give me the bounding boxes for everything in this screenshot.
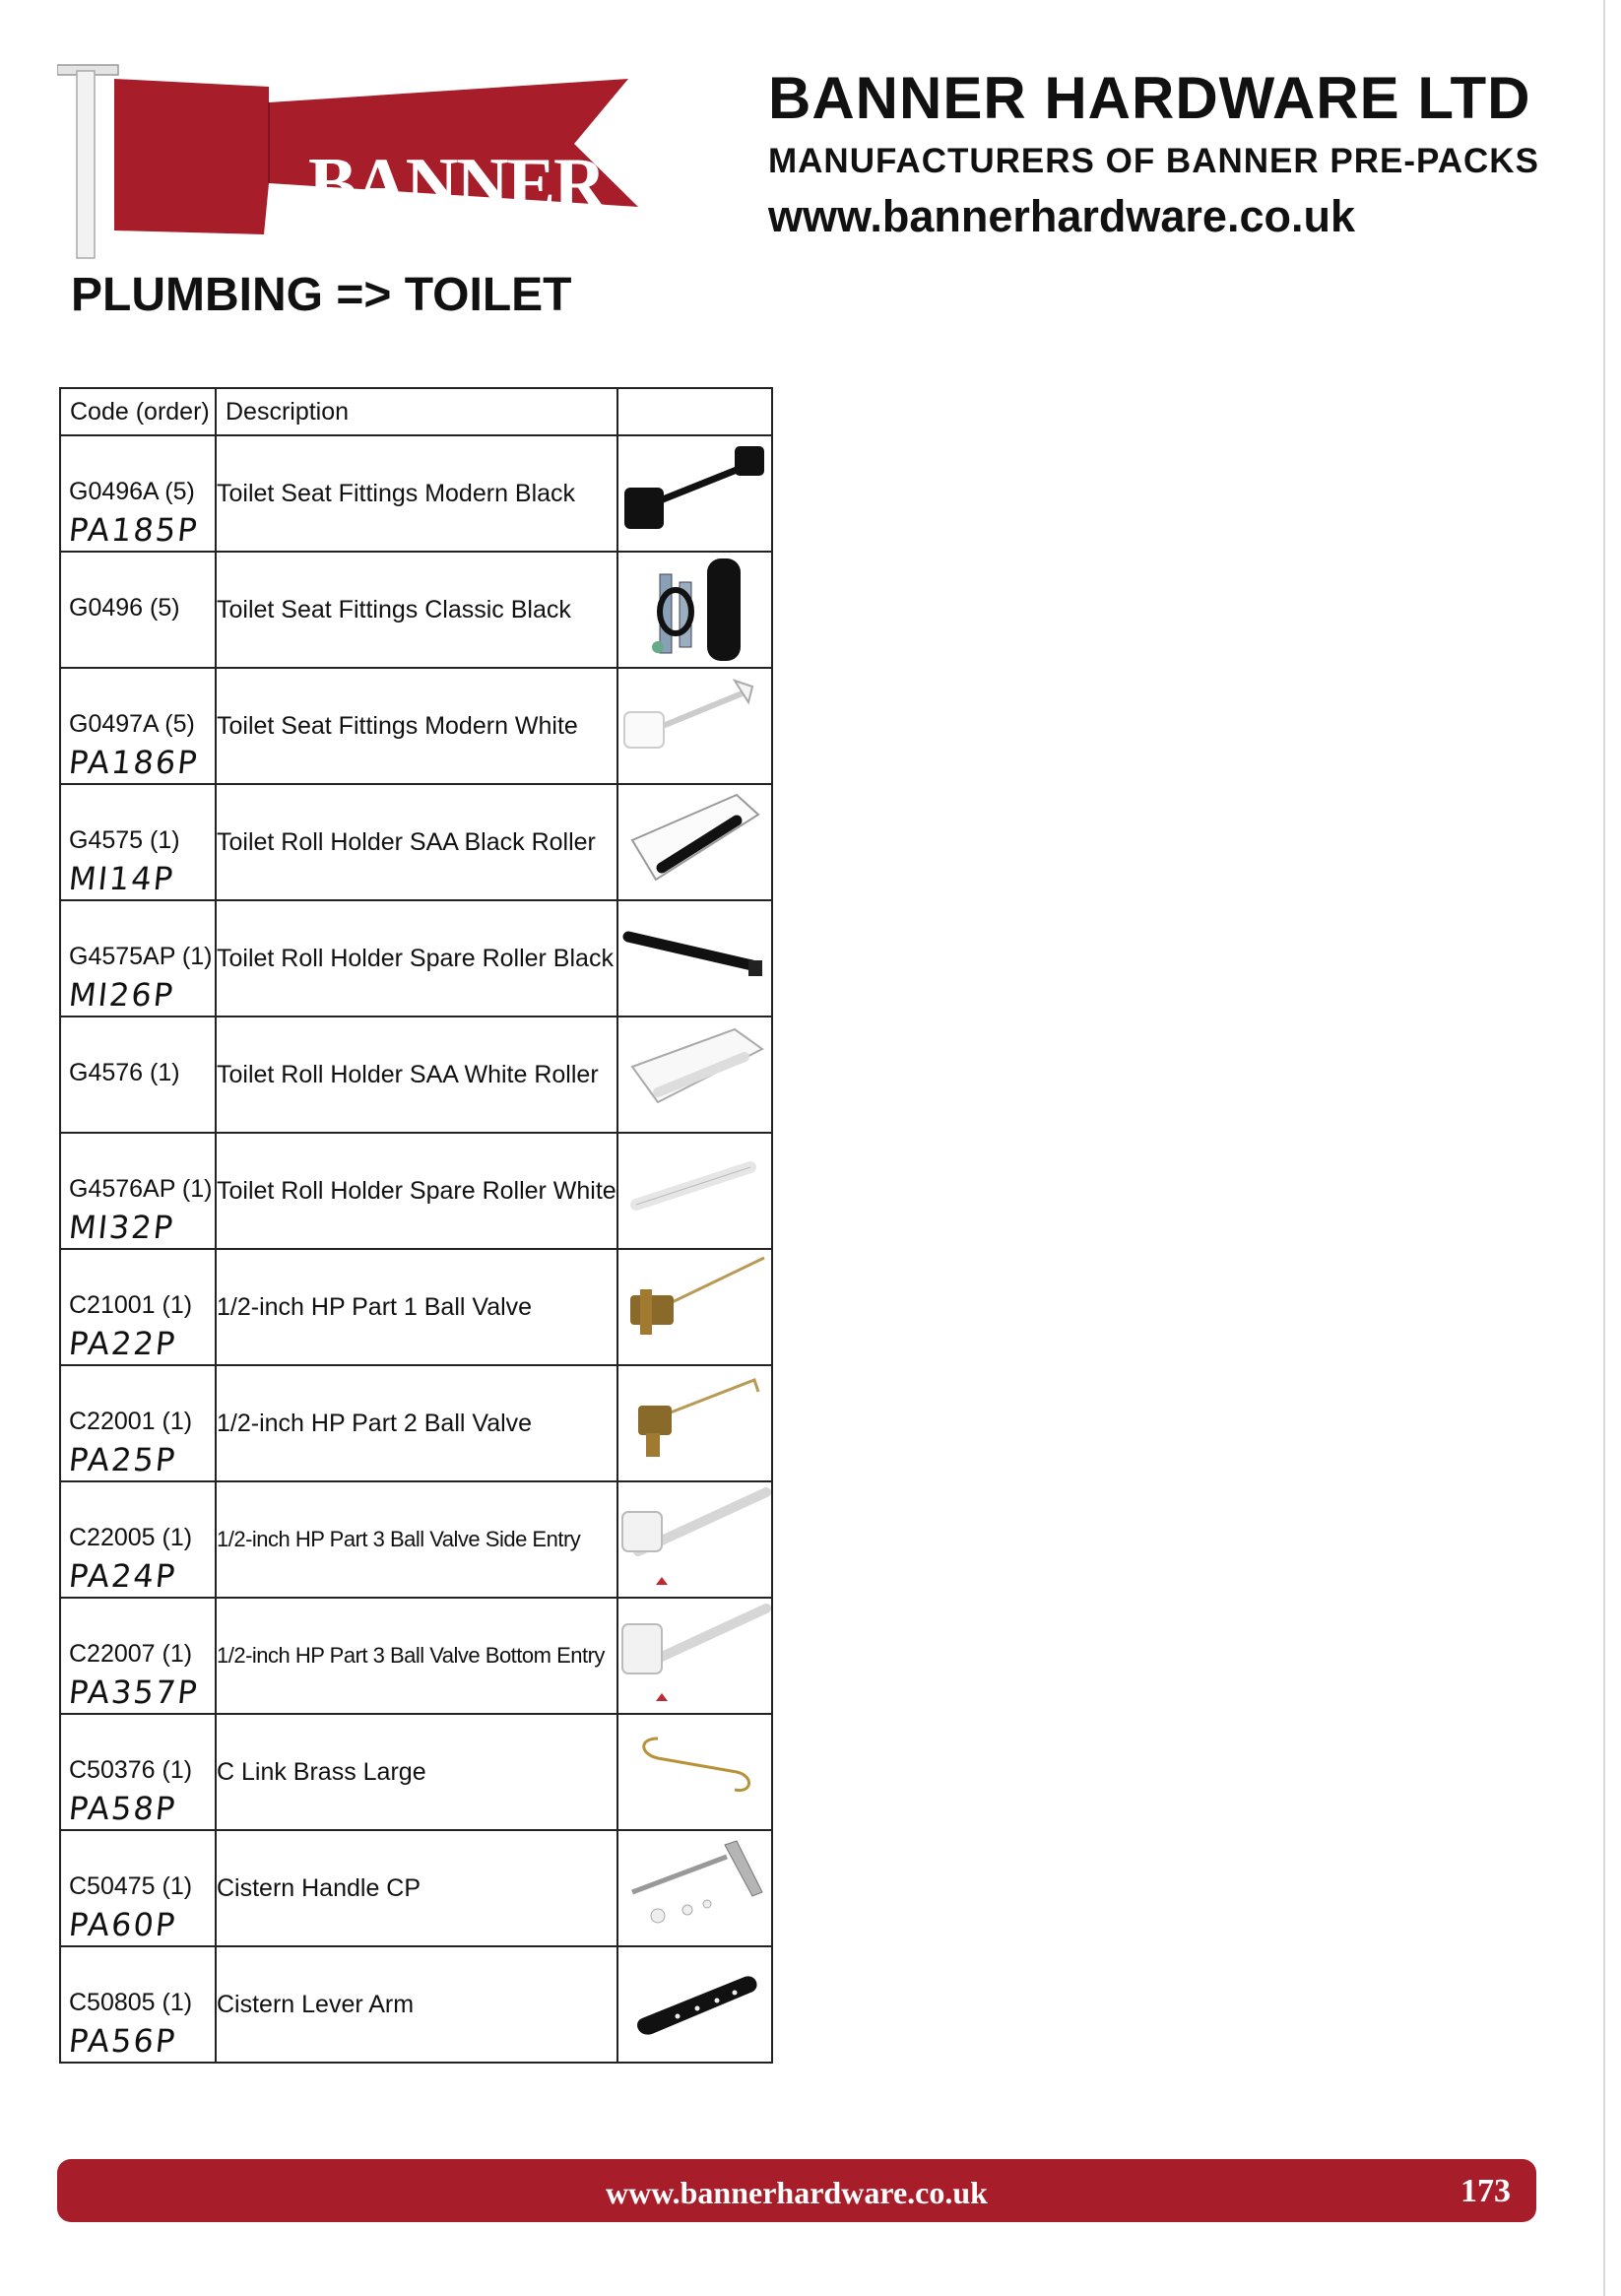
product-code: G0496A (5)	[69, 478, 195, 505]
handwritten-code: PA185P	[67, 511, 201, 549]
product-image	[617, 784, 772, 900]
product-code: G0497A (5)	[69, 710, 195, 738]
handwritten-code: PA25P	[67, 1441, 179, 1478]
product-image	[617, 1365, 772, 1481]
table-header-row	[60, 388, 772, 435]
product-image	[617, 1133, 772, 1249]
logo-text: BANNER	[308, 144, 605, 225]
code-cell	[60, 784, 216, 900]
product-description: 1/2-inch HP Part 3 Ball Valve Bottom Entry	[216, 1598, 617, 1714]
product-description: Toilet Roll Holder Spare Roller White	[216, 1133, 617, 1249]
product-description: Toilet Roll Holder SAA Black Roller	[216, 784, 617, 900]
product-description: 1/2-inch HP Part 2 Ball Valve	[216, 1365, 617, 1481]
product-image	[617, 435, 772, 552]
roll-holder-black-icon	[618, 785, 771, 899]
table-row	[60, 900, 772, 1017]
code-cell	[60, 1249, 216, 1365]
product-image	[617, 1249, 772, 1365]
table-row	[60, 784, 772, 900]
table-row	[60, 1598, 772, 1714]
code-cell	[60, 1133, 216, 1249]
product-description: Toilet Seat Fittings Modern White	[216, 668, 617, 784]
handwritten-code: MI32P	[67, 1209, 177, 1246]
product-image	[617, 1830, 772, 1946]
code-cell	[60, 1830, 216, 1946]
category-title: PLUMBING => TOILET	[71, 269, 572, 321]
product-description: Cistern Lever Arm	[216, 1946, 617, 2063]
handwritten-code: PA60P	[67, 1906, 179, 1943]
handwritten-code: PA357P	[67, 1673, 201, 1711]
product-code: G0496 (5)	[69, 594, 180, 622]
handwritten-code: MI26P	[67, 976, 177, 1014]
table-row	[60, 1830, 772, 1946]
column-header-description: Description	[216, 388, 617, 435]
handwritten-code: PA24P	[67, 1557, 179, 1595]
table-row	[60, 1481, 772, 1598]
product-description: Cistern Handle CP	[216, 1830, 617, 1946]
table-row	[60, 1365, 772, 1481]
product-table	[59, 387, 773, 2064]
product-image	[617, 1946, 772, 2063]
product-code: C22005 (1)	[69, 1524, 193, 1551]
banner-logo	[57, 57, 687, 264]
table-row	[60, 435, 772, 552]
product-code: C21001 (1)	[69, 1291, 193, 1319]
company-name: BANNER HARDWARE LTD	[768, 65, 1531, 131]
spare-roller-black-icon	[618, 901, 771, 1016]
white-toilet-seat-fitting-icon	[618, 669, 771, 783]
product-image	[617, 1017, 772, 1133]
product-code: C50376 (1)	[69, 1756, 193, 1784]
footer-bar	[57, 2159, 1536, 2222]
company-website[interactable]: www.bannerhardware.co.uk	[768, 191, 1355, 241]
column-header-code: Code (order)	[60, 388, 216, 435]
handwritten-code: PA56P	[67, 2022, 179, 2060]
product-image	[617, 668, 772, 784]
ball-valve-part2-icon	[618, 1366, 771, 1480]
product-image	[617, 1714, 772, 1830]
table-row	[60, 552, 772, 668]
c-link-brass-icon	[618, 1715, 771, 1829]
product-description: Toilet Seat Fittings Modern Black	[216, 435, 617, 552]
code-cell	[60, 552, 216, 668]
page-edge-line	[1603, 0, 1605, 2296]
ball-valve-part1-icon	[618, 1250, 771, 1364]
black-toilet-seat-fitting-icon	[618, 436, 771, 551]
table-row	[60, 1133, 772, 1249]
company-header	[768, 65, 1539, 241]
classic-seat-fitting-icon	[618, 553, 771, 667]
code-cell	[60, 1481, 216, 1598]
product-description: Toilet Seat Fittings Classic Black	[216, 552, 617, 668]
column-header-image	[617, 388, 772, 435]
code-cell	[60, 435, 216, 552]
product-description: Toilet Roll Holder SAA White Roller	[216, 1017, 617, 1133]
table-row	[60, 1017, 772, 1133]
table-row	[60, 1946, 772, 2063]
product-code: C50805 (1)	[69, 1989, 193, 2016]
product-description: Toilet Roll Holder Spare Roller Black	[216, 900, 617, 1017]
product-image	[617, 1598, 772, 1714]
code-cell	[60, 1017, 216, 1133]
code-cell	[60, 1365, 216, 1481]
product-code: G4575 (1)	[69, 826, 180, 854]
table-row	[60, 668, 772, 784]
cistern-handle-icon	[618, 1831, 771, 1945]
table-row	[60, 1249, 772, 1365]
product-code: C22001 (1)	[69, 1408, 193, 1435]
page-number: 173	[1460, 2173, 1511, 2209]
code-cell	[60, 668, 216, 784]
code-cell	[60, 1946, 216, 2063]
ball-valve-side-entry-icon	[618, 1482, 771, 1597]
product-code: C50475 (1)	[69, 1872, 193, 1900]
spare-roller-white-icon	[618, 1134, 771, 1248]
handwritten-code: PA186P	[67, 744, 201, 781]
code-cell	[60, 900, 216, 1017]
code-cell	[60, 1714, 216, 1830]
product-code: G4576 (1)	[69, 1059, 180, 1086]
handwritten-code: PA58P	[67, 1790, 179, 1827]
product-code: C22007 (1)	[69, 1640, 193, 1668]
product-image	[617, 900, 772, 1017]
ball-valve-bottom-entry-icon	[618, 1599, 771, 1713]
product-image	[617, 1481, 772, 1598]
cistern-lever-arm-icon	[618, 1947, 771, 2062]
product-description: C Link Brass Large	[216, 1714, 617, 1830]
code-cell	[60, 1598, 216, 1714]
footer-website[interactable]: www.bannerhardware.co.uk	[606, 2175, 988, 2210]
roll-holder-white-icon	[618, 1017, 771, 1132]
company-tagline: MANUFACTURERS OF BANNER PRE-PACKS	[768, 142, 1539, 180]
table-row	[60, 1714, 772, 1830]
product-description: 1/2-inch HP Part 1 Ball Valve	[216, 1249, 617, 1365]
handwritten-code: MI14P	[67, 860, 177, 897]
product-description: 1/2-inch HP Part 3 Ball Valve Side Entry	[216, 1481, 617, 1598]
product-image	[617, 552, 772, 668]
handwritten-code: PA22P	[67, 1325, 179, 1362]
product-code: G4576AP (1)	[69, 1175, 213, 1203]
product-code: G4575AP (1)	[69, 943, 213, 970]
